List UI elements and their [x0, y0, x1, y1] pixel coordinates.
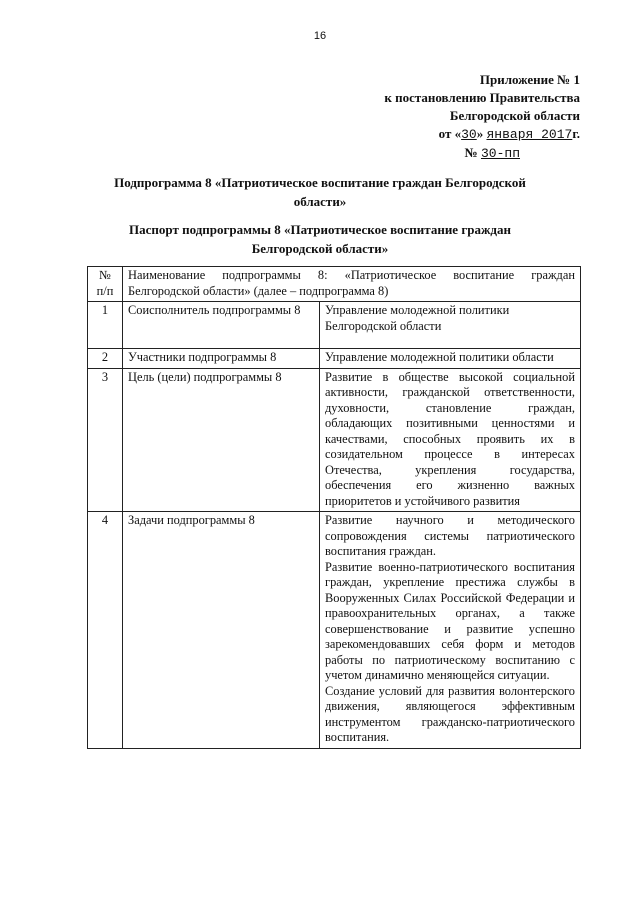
table-header-row	[88, 267, 581, 302]
appendix-line-1: к постановлению Правительства	[384, 90, 580, 105]
row-value: Развитие в обществе высокой социальной активности, гражданской ответственности, духовности, становление граждан, обладающих позитивными ценностями и качествами, способных проявить их в созидательном процессе в интересах Отечества, укрепления государства, обеспечения его жизненно важных приоритетов и устойчивого развития	[320, 368, 581, 512]
task-paragraph: Развитие военно-патриотического воспитания граждан, укрепление престижа службы в Вооруженных Силах Российской Федерации и правоохранительных органах, а также совершенствование и развитие успешно зарекомендовавших себя форм и методов работы по патриотическому воспитанию с учетом динамично меняющейся ситуации.	[325, 559, 575, 682]
subprogram-title: Подпрограмма 8 «Патриотическое воспитание граждан Белгородской области»	[114, 175, 526, 209]
table-row	[88, 512, 581, 749]
table-row	[88, 349, 581, 369]
row-value	[320, 512, 581, 749]
number-value: 30-пп	[480, 146, 520, 161]
row-number: 4	[88, 512, 123, 749]
appendix-block	[360, 71, 580, 163]
row-number: 2	[88, 349, 123, 369]
date-mid: »	[476, 126, 484, 141]
number-prefix: №	[464, 145, 478, 160]
table-row	[88, 368, 581, 512]
page-number: 16	[313, 30, 327, 42]
appendix-title: Приложение № 1	[479, 72, 580, 87]
row-name: Цель (цели) подпрограммы 8	[123, 368, 320, 512]
appendix-date	[360, 125, 580, 144]
header-text: Наименование подпрограммы 8: «Патриотическое воспитание граждан Белгородской области» (далее – подпрограмма 8)	[123, 267, 581, 302]
row-name: Участники подпрограммы 8	[123, 349, 320, 369]
row-name: Задачи подпрограммы 8	[123, 512, 320, 749]
date-suffix: г.	[572, 126, 580, 141]
passport-table	[87, 266, 581, 749]
row-number: 1	[88, 302, 123, 349]
row-number: 3	[88, 368, 123, 512]
task-paragraph: Развитие научного и методического сопровождения системы патриотического воспитания граждан.	[325, 513, 575, 558]
row-name: Соисполнитель подпрограммы 8	[123, 302, 320, 349]
date-prefix: от «	[438, 126, 462, 141]
passport-title: Паспорт подпрограммы 8 «Патриотическое воспитание граждан Белгородской области»	[129, 222, 511, 256]
appendix-line-2: Белгородской области	[449, 108, 580, 123]
row-value: Управление молодежной политики области	[320, 349, 581, 369]
row-value: Управление молодежной политики Белгородской области	[320, 302, 581, 349]
task-paragraph: Создание условий для развития волонтерского движения, являющегося эффективным инструментом гражданско-патриотического воспитания.	[325, 683, 575, 744]
appendix-number	[360, 144, 580, 163]
date-day: 30	[461, 127, 477, 142]
table-row	[88, 302, 581, 349]
header-num: № п/п	[88, 267, 123, 302]
date-month-year: января 2017	[486, 127, 573, 142]
